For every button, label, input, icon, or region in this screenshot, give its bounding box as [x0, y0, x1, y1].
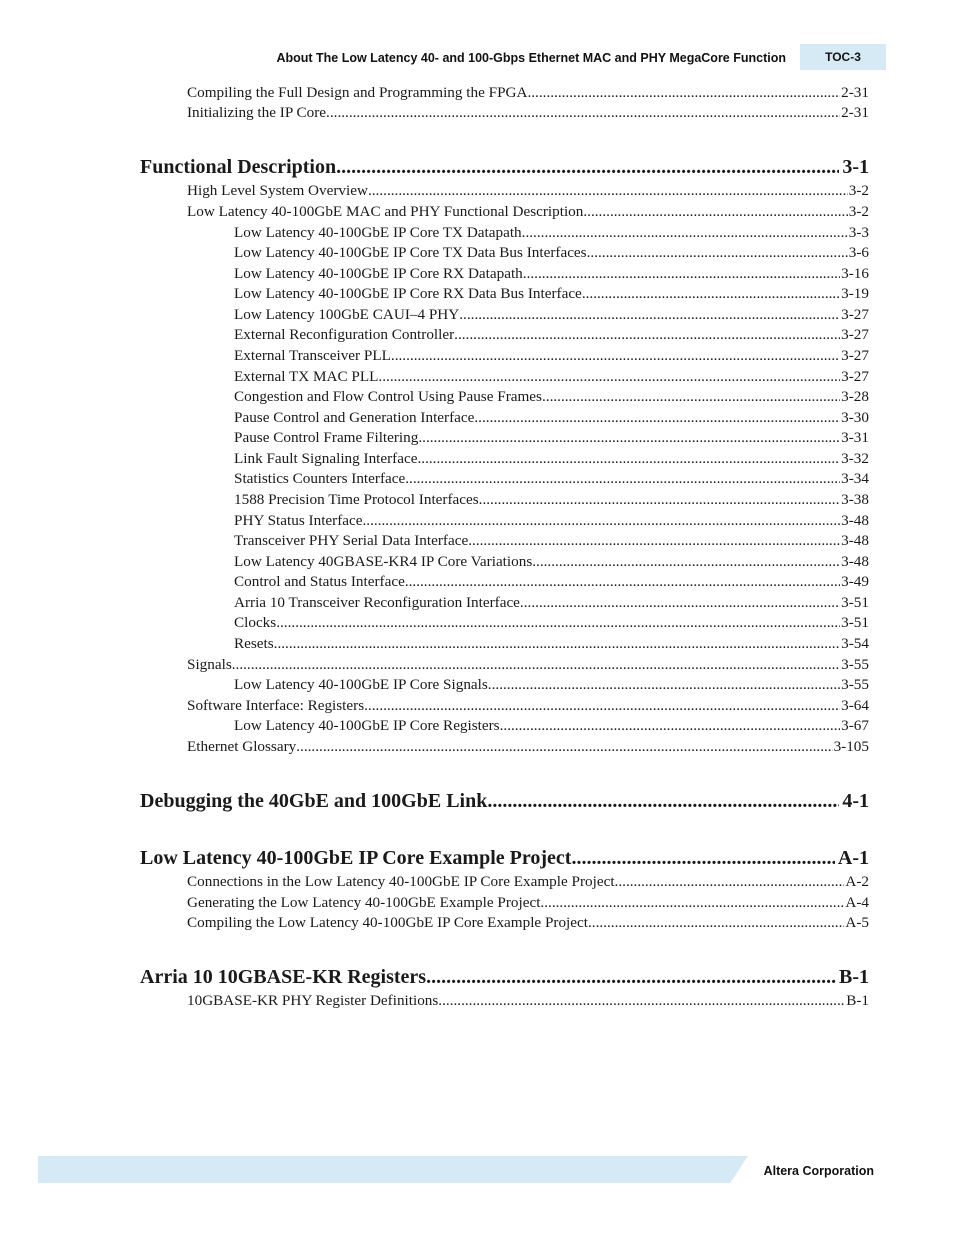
- toc-entry[interactable]: Low Latency 40-100GbE IP Core RX Data Bus Interface ..... 3-19: [234, 286, 869, 301]
- toc-entry[interactable]: Low Latency 40-100GbE MAC and PHY Functional Description ..... 3-2: [187, 204, 869, 219]
- toc-chapter-entry[interactable]: Low Latency 40-100GbE IP Core Example Project ..... A-1: [140, 848, 869, 868]
- toc-chapter-entry[interactable]: Arria 10 10GBASE-KR Registers ..... B-1: [140, 967, 869, 987]
- toc-entry[interactable]: Pause Control Frame Filtering ..... 3-31: [234, 430, 869, 445]
- toc-entry[interactable]: Low Latency 100GbE CAUI–4 PHY ..... 3-27: [234, 307, 869, 322]
- toc-entry[interactable]: Low Latency 40-100GbE IP Core Signals ..... 3-55: [234, 677, 869, 692]
- toc-entry[interactable]: Ethernet Glossary ..... 3-105: [187, 739, 869, 754]
- toc-entry[interactable]: Compiling the Full Design and Programming the FPGA ..... 2-31: [187, 85, 869, 100]
- toc-entry[interactable]: Low Latency 40-100GbE IP Core TX Datapath ..... 3-3: [234, 225, 869, 240]
- toc-entry[interactable]: Signals ..... 3-55: [187, 657, 869, 672]
- toc-entry[interactable]: Low Latency 40-100GbE IP Core RX Datapath ..... 3-16: [234, 266, 869, 281]
- toc-page-label: TOC-3: [797, 44, 886, 70]
- toc-entry[interactable]: Compiling the Low Latency 40-100GbE IP Core Example Project ..... A-5: [187, 915, 869, 930]
- toc-entry[interactable]: 10GBASE-KR PHY Register Definitions ..... B-1: [187, 993, 869, 1008]
- toc-entry[interactable]: External Transceiver PLL ..... 3-27: [234, 348, 869, 363]
- toc-entry[interactable]: External Reconfiguration Controller ..... 3-27: [234, 327, 869, 342]
- toc-entry[interactable]: Software Interface: Registers ..... 3-64: [187, 698, 869, 713]
- toc-entry[interactable]: Low Latency 40GBASE-KR4 IP Core Variations ..... 3-48: [234, 554, 869, 569]
- toc-entry[interactable]: Low Latency 40-100GbE IP Core Registers ..... 3-67: [234, 718, 869, 733]
- footer-bar: [38, 1156, 748, 1183]
- toc-entry[interactable]: Resets ..... 3-54: [234, 636, 869, 651]
- toc-entry[interactable]: Arria 10 Transceiver Reconfiguration Interface ..... 3-51: [234, 595, 869, 610]
- toc-entry[interactable]: Transceiver PHY Serial Data Interface ..... 3-48: [234, 533, 869, 548]
- toc-entry[interactable]: Statistics Counters Interface ..... 3-34: [234, 471, 869, 486]
- toc-entry[interactable]: Pause Control and Generation Interface ..... 3-30: [234, 410, 869, 425]
- toc-entry[interactable]: High Level System Overview ..... 3-2: [187, 183, 869, 198]
- toc-chapter-entry[interactable]: Functional Description ..... 3-1: [140, 157, 869, 177]
- footer-company: Altera Corporation: [763, 1164, 874, 1178]
- toc-entry[interactable]: Connections in the Low Latency 40-100GbE IP Core Example Project ..... A-2: [187, 874, 869, 889]
- toc-entry[interactable]: Clocks ..... 3-51: [234, 615, 869, 630]
- running-header-title: About The Low Latency 40- and 100-Gbps Ethernet MAC and PHY MegaCore Function: [276, 51, 786, 65]
- toc-entry[interactable]: Initializing the IP Core ..... 2-31: [187, 105, 869, 120]
- toc-entry[interactable]: 1588 Precision Time Protocol Interfaces ..... 3-38: [234, 492, 869, 507]
- toc-entry[interactable]: Low Latency 40-100GbE IP Core TX Data Bus Interfaces ..... 3-6: [234, 245, 869, 260]
- toc-entry[interactable]: Congestion and Flow Control Using Pause Frames ..... 3-28: [234, 389, 869, 404]
- toc-entry[interactable]: External TX MAC PLL ..... 3-27: [234, 369, 869, 384]
- toc-entry[interactable]: Control and Status Interface ..... 3-49: [234, 574, 869, 589]
- toc-entry[interactable]: Generating the Low Latency 40-100GbE Example Project ..... A-4: [187, 895, 869, 910]
- toc-entry[interactable]: Link Fault Signaling Interface ..... 3-32: [234, 451, 869, 466]
- toc-entry[interactable]: PHY Status Interface ..... 3-48: [234, 513, 869, 528]
- toc-chapter-entry[interactable]: Debugging the 40GbE and 100GbE Link ..... 4-1: [140, 791, 869, 811]
